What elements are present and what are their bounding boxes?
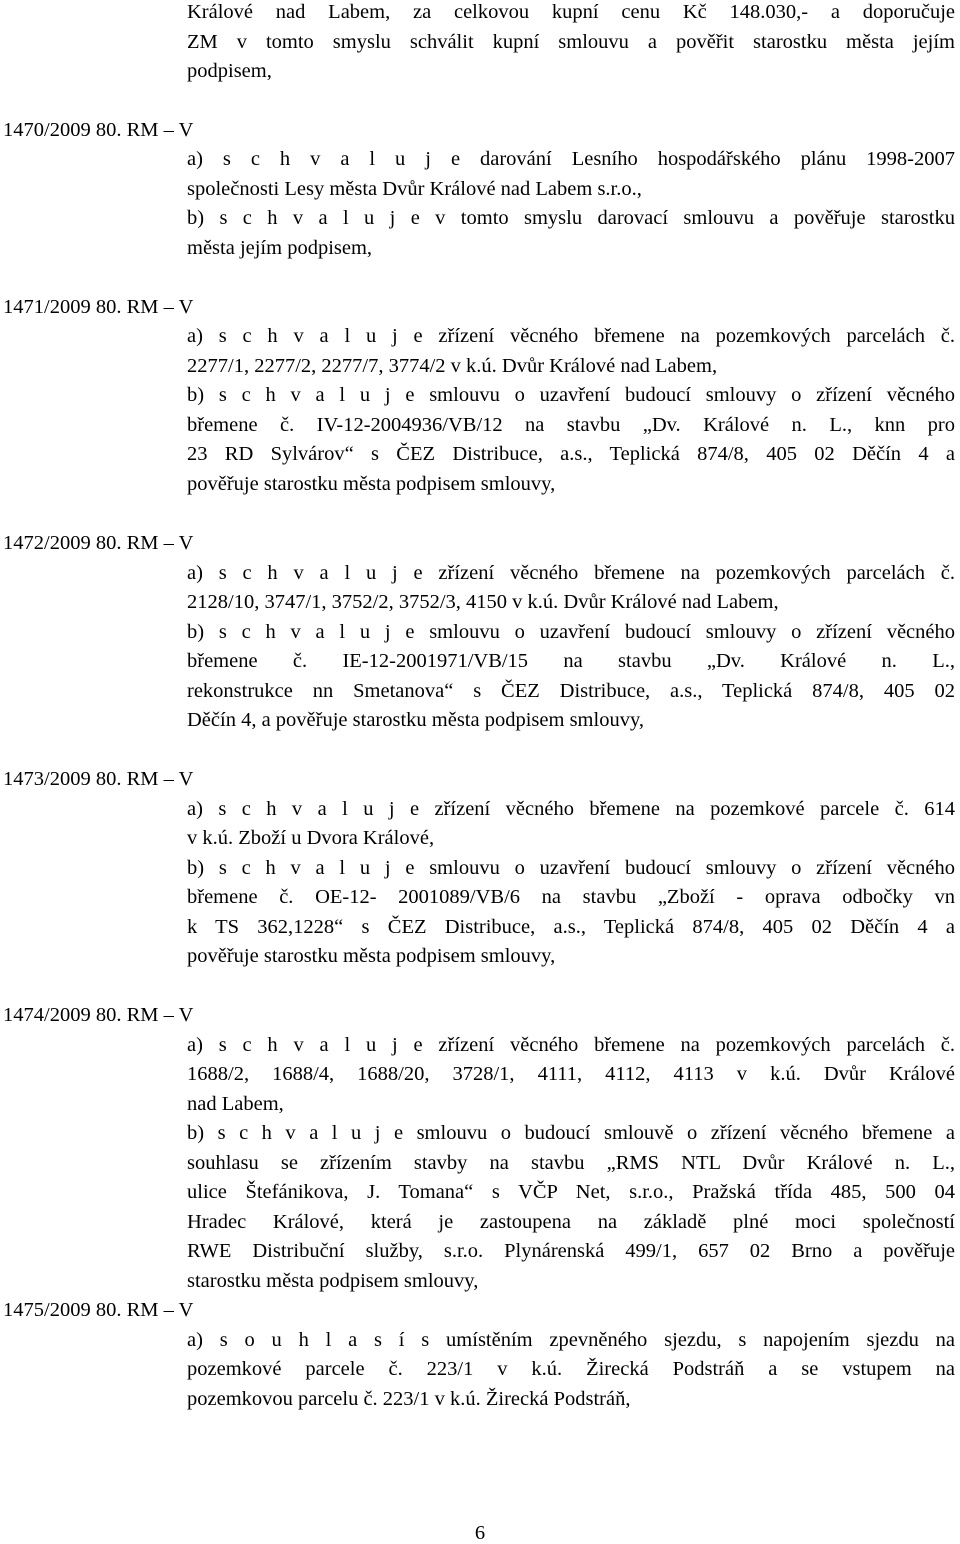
text-line: 2277/1, 2277/2, 2277/7, 3774/2 v k.ú. Dvůr Králové nad Labem, — [187, 355, 718, 377]
text-line: a) s c h v a l u j e zřízení věcného břemene na pozemkových parcelách č. — [187, 325, 955, 347]
text-line: starostku města podpisem smlouvy, — [187, 1270, 479, 1292]
text-line: a) s c h v a l u j e zřízení věcného břemene na pozemkové parcele č. 614 — [187, 798, 955, 820]
text-line: 1688/2, 1688/4, 1688/20, 3728/1, 4111, 4112, 4113 v k.ú. Dvůr Králové — [187, 1063, 955, 1085]
resolution-heading: 1474/2009 80. RM – V — [3, 1004, 194, 1026]
text-line: pozemkovou parcelu č. 223/1 v k.ú. Žirecká Podstráň, — [187, 1388, 631, 1410]
text-line: 23 RD Sylvárov“ s ČEZ Distribuce, a.s., Teplická 874/8, 405 02 Děčín 4 a — [187, 443, 955, 465]
text-line: b) s c h v a l u j e smlouvu o budoucí smlouvě o zřízení věcného břemene a — [187, 1122, 955, 1144]
text-line: Hradec Králové, která je zastoupena na základě plné moci společností — [187, 1211, 955, 1233]
text-line: b) s c h v a l u j e smlouvu o uzavření budoucí smlouvy o zřízení věcného — [187, 857, 955, 879]
text-line: břemene č. IE-12-2001971/VB/15 na stavbu „Dv. Králové n. L., — [187, 650, 955, 672]
text-line: břemene č. IV-12-2004936/VB/12 na stavbu „Dv. Králové n. L., knn pro — [187, 414, 955, 436]
text-line: pověřuje starostku města podpisem smlouvy, — [187, 945, 556, 967]
resolution-heading: 1475/2009 80. RM – V — [3, 1299, 194, 1321]
text-line: v k.ú. Zboží u Dvora Králové, — [187, 827, 435, 849]
resolution-heading: 1470/2009 80. RM – V — [3, 119, 194, 141]
text-line: a) s c h v a l u j e darování Lesního hospodářského plánu 1998-2007 — [187, 148, 955, 170]
text-line: města jejím podpisem, — [187, 237, 373, 259]
text-line: b) s c h v a l u j e smlouvu o uzavření budoucí smlouvy o zřízení věcného — [187, 384, 955, 406]
text-line: Děčín 4, a pověřuje starostku města podpisem smlouvy, — [187, 709, 644, 731]
text-line: a) s c h v a l u j e zřízení věcného břemene na pozemkových parcelách č. — [187, 562, 955, 584]
text-line: souhlasu se zřízením stavby na stavbu „RMS NTL Dvůr Králové n. L., — [187, 1152, 955, 1174]
text-line: k TS 362,1228“ s ČEZ Distribuce, a.s., Teplická 874/8, 405 02 Děčín 4 a — [187, 916, 955, 938]
text-line: b) s c h v a l u j e smlouvu o uzavření budoucí smlouvy o zřízení věcného — [187, 621, 955, 643]
text-line: břemene č. OE-12- 2001089/VB/6 na stavbu „Zboží - oprava odbočky vn — [187, 886, 955, 908]
text-line: a) s c h v a l u j e zřízení věcného břemene na pozemkových parcelách č. — [187, 1034, 955, 1056]
text-line: pozemkové parcele č. 223/1 v k.ú. Žirecká Podstráň a se vstupem na — [187, 1358, 955, 1380]
page-number: 6 — [474, 1522, 486, 1544]
text-line: rekonstrukce nn Smetanova“ s ČEZ Distribuce, a.s., Teplická 874/8, 405 02 — [187, 680, 955, 702]
text-line: 2128/10, 3747/1, 3752/2, 3752/3, 4150 v k.ú. Dvůr Králové nad Labem, — [187, 591, 779, 613]
text-line: společnosti Lesy města Dvůr Králové nad Labem s.r.o., — [187, 178, 642, 200]
text-line: b) s c h v a l u j e v tomto smyslu darovací smlouvu a pověřuje starostku — [187, 207, 955, 229]
text-line: ZM v tomto smyslu schválit kupní smlouvu a pověřit starostku města jejím — [187, 31, 955, 53]
resolution-heading: 1473/2009 80. RM – V — [3, 768, 194, 790]
text-line: podpisem, — [187, 60, 272, 82]
text-line: Králové nad Labem, za celkovou kupní cenu Kč 148.030,- a doporučuje — [187, 1, 955, 23]
resolution-heading: 1471/2009 80. RM – V — [3, 296, 194, 318]
resolution-heading: 1472/2009 80. RM – V — [3, 532, 194, 554]
text-line: ulice Štefánikova, J. Tomana“ s VČP Net, s.r.o., Pražská třída 485, 500 04 — [187, 1181, 955, 1203]
text-line: nad Labem, — [187, 1093, 284, 1115]
text-line: a) s o u h l a s í s umístěním zpevněného sjezdu, s napojením sjezdu na — [187, 1329, 955, 1351]
text-line: pověřuje starostku města podpisem smlouvy, — [187, 473, 556, 495]
text-line: RWE Distribuční služby, s.r.o. Plynárenská 499/1, 657 02 Brno a pověřuje — [187, 1240, 955, 1262]
